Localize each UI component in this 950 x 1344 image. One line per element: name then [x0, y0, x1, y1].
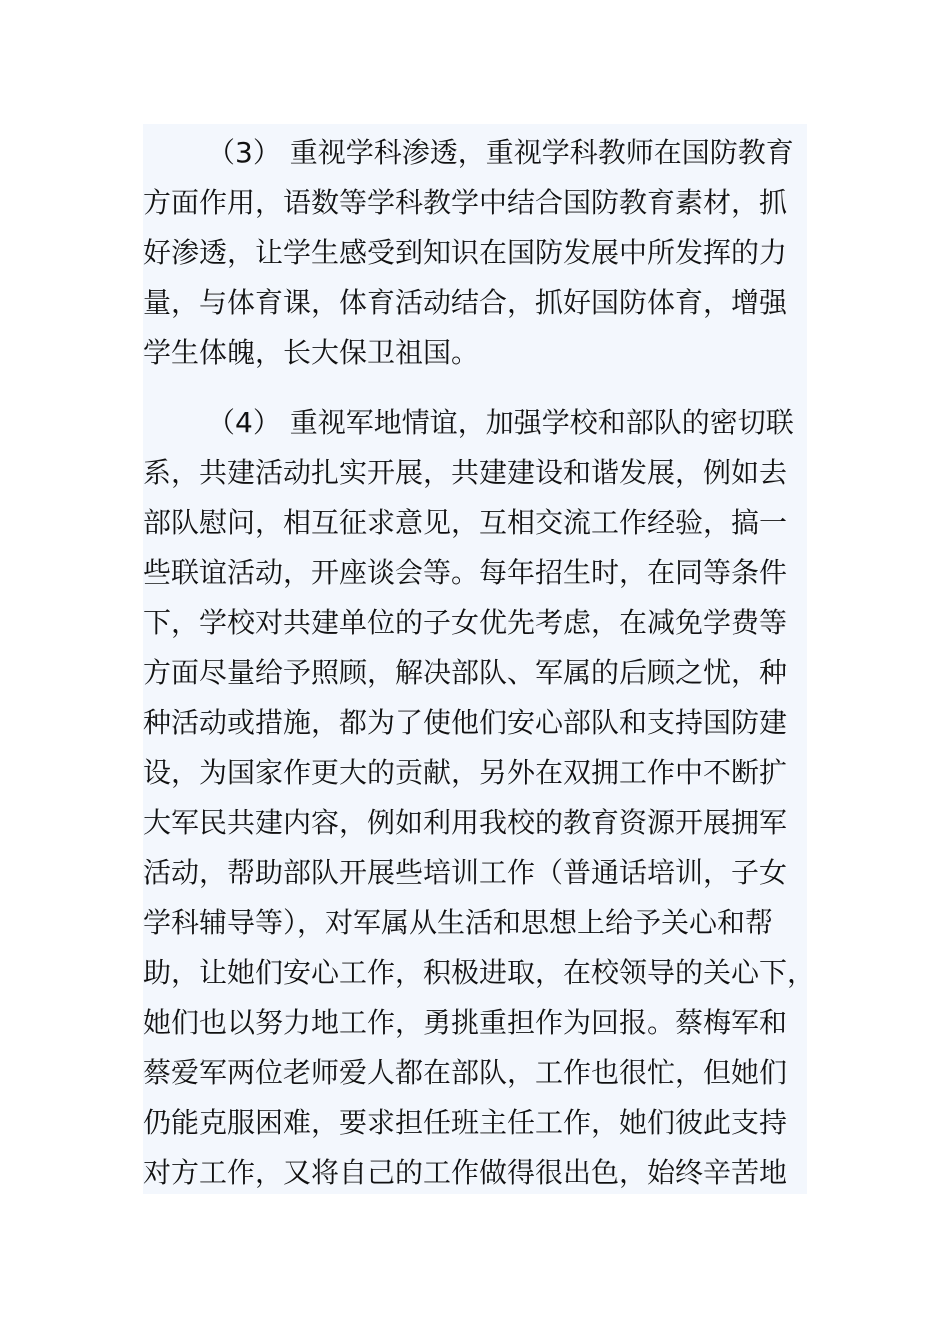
text-line: 活动，帮助部队开展些培训工作（普通话培训，子女: [143, 856, 788, 889]
text-line: 设，为国家作更大的贡献，另外在双拥工作中不断扩: [143, 756, 788, 789]
text-line: （4） 重视军地情谊，加强学校和部队的密切联: [207, 406, 794, 439]
paragraph-4: [143, 398, 823, 1198]
text-line: 学科辅导等），对军属从生活和思想上给予关心和帮: [143, 906, 774, 939]
text-line: 助，让她们安心工作，积极进取，在校领导的关心下，: [143, 956, 816, 989]
text-line: 方面尽量给予照顾，解决部队、军属的后顾之忧，种: [143, 656, 788, 689]
text-line: 她们也以努力地工作，勇挑重担作为回报。蔡梅军和: [143, 1006, 788, 1039]
text-line: 学生体魄，长大保卫祖国。: [143, 336, 480, 369]
text-line: 部队慰问，相互征求意见，互相交流工作经验，搞一: [143, 506, 788, 539]
paragraph-3: [143, 128, 823, 378]
document-text-block: [143, 124, 816, 1194]
text-line: 方面作用，语数等学科教学中结合国防教育素材，抓: [143, 186, 788, 219]
text-line: （3） 重视学科渗透，重视学科教师在国防教育: [207, 136, 794, 169]
text-line: 大军民共建内容，例如利用我校的教育资源开展拥军: [143, 806, 788, 839]
text-line: 好渗透，让学生感受到知识在国防发展中所发挥的力: [143, 236, 788, 269]
text-line: 仍能克服困难，要求担任班主任工作，她们彼此支持: [143, 1106, 788, 1139]
text-line: 种活动或措施，都为了使他们安心部队和支持国防建: [143, 706, 788, 739]
text-line: 些联谊活动，开座谈会等。每年招生时，在同等条件: [143, 556, 788, 589]
text-line: 蔡爱军两位老师爱人都在部队，工作也很忙，但她们: [143, 1056, 788, 1089]
text-line: 下，学校对共建单位的子女优先考虑，在减免学费等: [143, 606, 788, 639]
text-line: 对方工作，又将自己的工作做得很出色，始终辛苦地: [143, 1156, 788, 1189]
text-line: 量，与体育课，体育活动结合，抓好国防体育，增强: [143, 286, 788, 319]
text-line: 系，共建活动扎实开展，共建建设和谐发展，例如去: [143, 456, 788, 489]
